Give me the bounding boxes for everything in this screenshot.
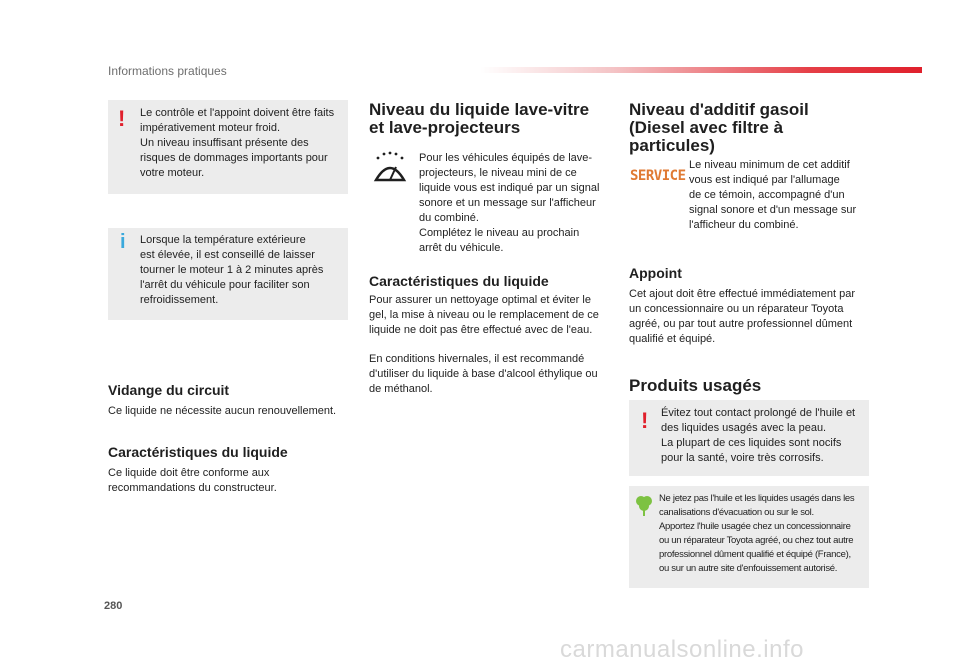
text-line: vous est indiqué par l'allumage [689, 174, 840, 186]
text-line: liquide vous est indiqué par un signal [419, 182, 600, 194]
text-line: Cet ajout doit être effectué immédiatement par [629, 288, 856, 300]
warning-line: impérativement moteur froid. [140, 122, 280, 134]
warning-box-right [629, 400, 869, 476]
info-line: est élevée, il est conseillé de laisser [140, 249, 315, 261]
warning-line: risques de dommages importants pour [140, 152, 328, 164]
service-text [689, 158, 869, 233]
text-line: En conditions hivernales, il est recommandé [369, 353, 585, 365]
text-line: signal sonore et d'un message sur [689, 204, 857, 216]
text-line: l'afficheur du combiné. [689, 219, 799, 231]
appoint-text [629, 287, 874, 347]
eco-line: ou un réparateur Toyota agréé, ou chez tout autre [659, 535, 854, 546]
eco-line: canalisations d'évacuation ou sur le sol. [659, 507, 814, 518]
carac-text-left [108, 466, 358, 496]
text-line: arrêt du véhicule. [419, 242, 504, 254]
eco-line: ou sur un autre site d'enfouissement autorisé. [659, 563, 838, 574]
info-line: tourner le moteur 1 à 2 minutes après [140, 264, 324, 276]
watermark: carmanualsonline.info [560, 636, 804, 663]
eco-line: professionnel dûment qualifié et équipé (France), [659, 549, 851, 560]
appoint-heading: Appoint [629, 265, 682, 281]
warning-icon: ! [641, 408, 649, 433]
eco-line: Ne jetez pas l'huile et les liquides usagés dans les [659, 493, 855, 504]
text-line: Pour les véhicules équipés de lave- [419, 152, 593, 164]
warning-icon: ! [118, 106, 126, 131]
page-number: 280 [104, 600, 123, 612]
text-line: du combiné. [419, 212, 479, 224]
text-line: Ce liquide doit être conforme aux [108, 467, 270, 479]
text-line: liquide ne doit pas être effectué avec de l'eau. [369, 324, 593, 336]
title-line: Niveau du liquide lave-vitre [369, 100, 590, 119]
service-warning-icon: SERVICE [630, 168, 686, 184]
text-line: recommandations du constructeur. [108, 482, 277, 494]
warning-box-left [108, 100, 348, 194]
carac-text-middle-1 [369, 293, 614, 338]
vidange-heading: Vidange du circuit [108, 382, 230, 398]
diesel-additive-title [629, 101, 879, 155]
title-line: (Diesel avec filtre à [629, 118, 784, 137]
text-line: Complétez le niveau au prochain [419, 227, 580, 239]
text-line: d'utiliser du liquide à base d'alcool éthylique ou [369, 368, 598, 380]
info-line: l'arrêt du véhicule pour faciliter son [140, 279, 310, 291]
warning-line: Le contrôle et l'appoint doivent être faits [140, 107, 335, 119]
info-icon: i [120, 231, 126, 253]
text-line: de méthanol. [369, 383, 433, 395]
carac-heading-left: Caractéristiques du liquide [108, 444, 288, 460]
text-line: un concessionnaire ou un réparateur Toyota [629, 303, 844, 315]
text-line: Pour assurer un nettoyage optimal et éviter le [369, 294, 591, 306]
washer-fluid-icon [372, 150, 408, 186]
text-line: agréé, ou par tout autre professionnel dûment [629, 318, 853, 330]
info-line: Lorsque la température extérieure [140, 234, 306, 246]
section-header: Informations pratiques [108, 64, 227, 78]
info-line: refroidissement. [140, 294, 219, 306]
washer-icon-text [419, 151, 609, 256]
carac-heading-middle: Caractéristiques du liquide [369, 273, 549, 289]
text-line: qualifié et équipé. [629, 333, 716, 345]
title-line: et lave-projecteurs [369, 118, 521, 137]
text-line: sonore et un message sur l'afficheur [419, 197, 596, 209]
leaf-icon [635, 494, 653, 516]
warning-line: Un niveau insuffisant présente des [140, 137, 309, 149]
warning-line: votre moteur. [140, 167, 205, 179]
eco-line: Apportez l'huile usagée chez un concessionnaire [659, 521, 851, 532]
warning-line: La plupart de ces liquides sont nocifs [661, 437, 842, 449]
text-line: gel, la mise à niveau ou le remplacement de ce [369, 309, 599, 321]
eco-box-right [629, 486, 869, 588]
header-accent-bar [480, 67, 922, 73]
text-line: projecteurs, le niveau mini de ce [419, 167, 577, 179]
carac-text-middle-2 [369, 352, 614, 397]
vidange-text: Ce liquide ne nécessite aucun renouvellement. [108, 405, 337, 417]
warning-line: Évitez tout contact prolongé de l'huile et [661, 407, 856, 419]
warning-line: des liquides usagés avec la peau. [661, 422, 827, 434]
text-line: Le niveau minimum de cet additif [689, 159, 850, 171]
text-line: de ce témoin, accompagné d'un [689, 189, 845, 201]
warning-line: pour la santé, voire très corrosifs. [661, 452, 824, 464]
washer-fluid-title [369, 101, 619, 137]
title-line: Niveau d'additif gasoil [629, 100, 809, 119]
info-box-left [108, 228, 348, 320]
title-line: particules) [629, 136, 715, 155]
produits-usages-title: Produits usagés [629, 376, 762, 395]
